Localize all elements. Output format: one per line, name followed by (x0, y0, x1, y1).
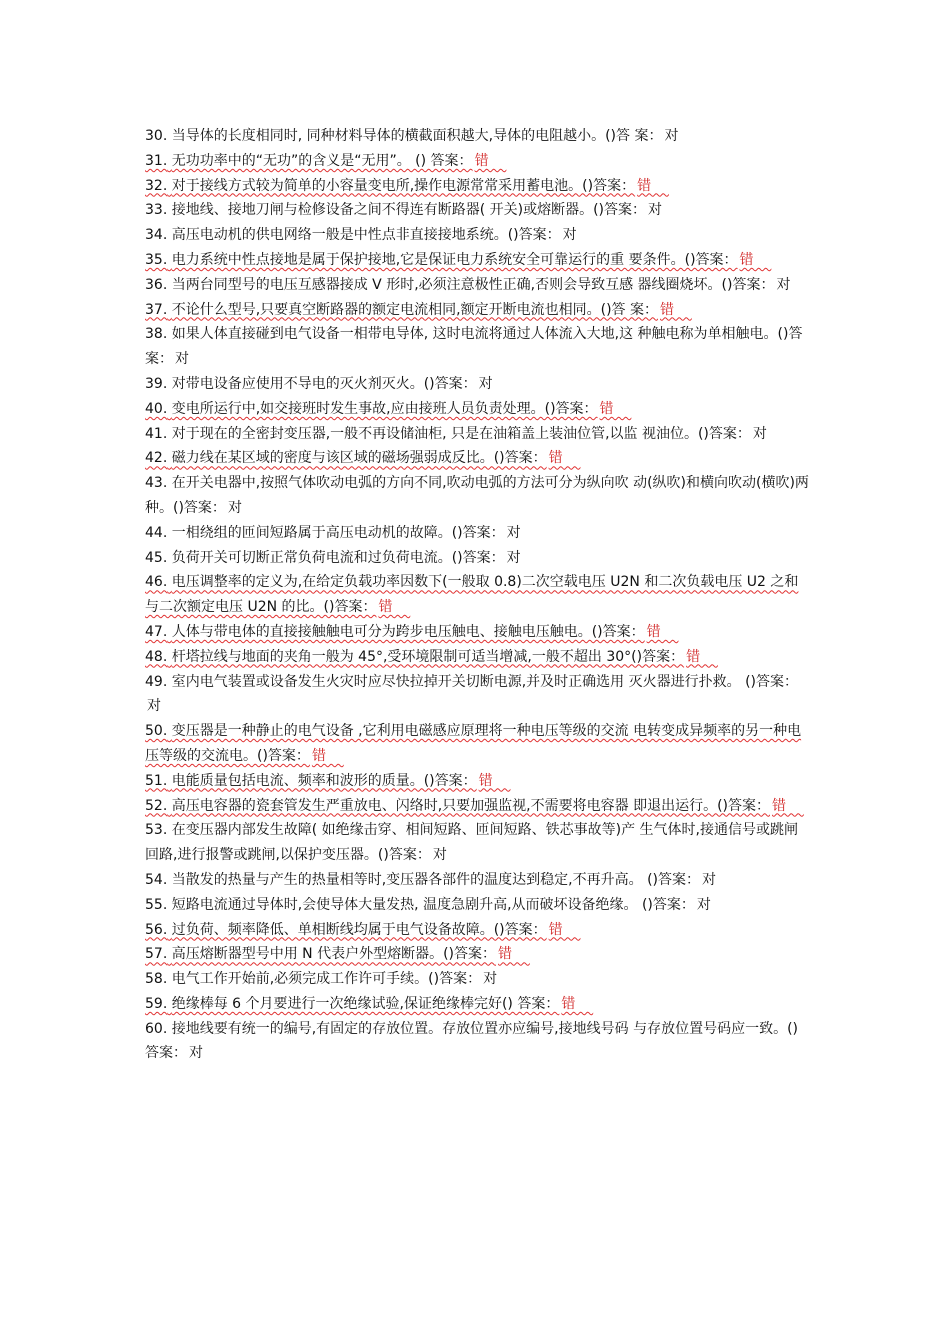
answer-correct-mark: 对 (189, 1045, 203, 1062)
question-item (145, 620, 810, 645)
question-item (145, 446, 810, 471)
question-number: 37. (145, 301, 168, 318)
question-item (145, 248, 810, 273)
question-text (145, 178, 635, 194)
question-number: 44. (145, 524, 168, 541)
question-item (145, 818, 810, 868)
answer-correct-mark: 对 (227, 499, 242, 516)
question-item (145, 645, 810, 670)
question-text (145, 227, 561, 243)
question-statement: 不论什么型号,只要真空断路器的额定电流相同,额定开断电流也相同。()答 案： (171, 301, 658, 318)
question-statement: 负荷开关可切断正常负荷电流和过负荷电流。()答案： (171, 549, 505, 566)
question-text (145, 550, 505, 566)
question-number: 53. (145, 822, 168, 839)
answer-correct-mark: 对 (147, 698, 161, 715)
question-text (145, 897, 695, 913)
question-statement: 过负荷、频率降低、单相断线均属于电气设备故障。()答案： (171, 921, 547, 938)
answer-wrong-mark: 错 (474, 152, 489, 169)
question-statement: 接地线要有统一的编号,有固定的存放位置。存放位置亦应编号,接地线号码 与存放位置号码应一致。() 答案： (145, 1020, 798, 1062)
question-number: 58. (145, 971, 168, 988)
question-number: 50. (145, 723, 168, 740)
question-text (145, 302, 658, 318)
question-number: 48. (145, 648, 168, 665)
question-statement: 当散发的热量与产生的热量相等时,变压器各部件的温度达到稳定,不再升高。 ()答案： (171, 871, 700, 888)
answer-wrong-mark: 错 (548, 921, 563, 938)
question-text (145, 1021, 798, 1062)
question-item (145, 397, 810, 422)
answer-correct-mark: 对 (478, 375, 493, 392)
question-text (145, 401, 598, 417)
question-text (145, 376, 477, 392)
question-statement: 接地线、接地刀闸与检修设备之间不得连有断路器( 开关)或熔断器。()答案： (171, 202, 647, 219)
answer-correct-mark: 对 (696, 896, 711, 913)
question-item (145, 372, 810, 397)
question-number: 51. (145, 772, 168, 789)
question-statement: 在变压器内部发生故障( 如绝缘击穿、相间短路、匝间短路、铁芯事故等)产 生气体时,接通信号或跳闸回路,进行报警或跳闸,以保护变压器。()答案： (145, 822, 798, 864)
question-number: 32. (145, 177, 168, 194)
question-statement: 电压调整率的定义为,在给定负载功率因数下(一般取 0.8)二次空载电压 U2N 和二次负载电压 U2 之和与二次额定电压 U2N 的比。()答案： (145, 574, 799, 616)
answer-wrong-mark: 错 (599, 400, 614, 417)
question-statement: 对于现在的全密封变压器,一般不再设储油柜, 只是在油箱盖上装油位管,以监 视油位。()答案： (171, 425, 751, 442)
question-item (145, 124, 810, 149)
question-item (145, 670, 810, 720)
question-statement: 人体与带电体的直接接触触电可分为跨步电压触电、接触电压触电。()答案： (171, 623, 645, 640)
answer-wrong-mark: 错 (478, 772, 493, 789)
question-number: 49. (145, 673, 168, 690)
question-item (145, 868, 810, 893)
question-statement: 一相绕组的匝间短路属于高压电动机的故障。()答案： (171, 524, 505, 541)
answer-correct-mark: 对 (506, 524, 521, 541)
question-number: 46. (145, 574, 168, 591)
question-text (145, 798, 770, 814)
question-statement: 如果人体直接碰到电气设备一相带电导体, 这时电流将通过人体流入大地,这 种触电称为单相触电。()答案： (145, 326, 803, 368)
question-statement: 高压电动机的供电网络一般是中性点非直接接地系统。()答案： (171, 227, 561, 244)
question-text (145, 525, 505, 541)
question-number: 57. (145, 946, 168, 963)
question-number: 59. (145, 995, 168, 1012)
question-item (145, 149, 810, 174)
answer-wrong-mark: 错 (686, 648, 701, 665)
question-text (145, 773, 477, 789)
question-number: 39. (145, 375, 168, 392)
answer-correct-mark: 对 (702, 871, 716, 888)
question-text (145, 277, 774, 293)
answer-correct-mark: 对 (483, 971, 498, 988)
answer-correct-mark: 对 (648, 202, 663, 219)
question-item (145, 769, 810, 794)
question-item (145, 1017, 810, 1067)
question-statement: 电力系统中性点接地是属于保护接地,它是保证电力系统安全可靠运行的重 要条件。()答案： (171, 251, 738, 268)
question-text (145, 450, 547, 466)
question-item (145, 546, 810, 571)
question-item (145, 198, 810, 223)
question-item (145, 719, 810, 769)
answer-correct-mark: 对 (506, 549, 521, 566)
question-item (145, 893, 810, 918)
question-statement: 磁力线在某区域的密度与该区域的磁场强弱成反比。()答案： (171, 450, 547, 467)
question-text (145, 996, 559, 1012)
question-text (145, 326, 802, 367)
answer-wrong-mark: 错 (378, 599, 393, 616)
question-statement: 绝缘棒每 6 个月要进行一次绝缘试验,保证绝缘棒完好() 答案： (171, 995, 560, 1012)
question-item (145, 794, 810, 819)
answer-wrong-mark: 错 (561, 995, 576, 1012)
question-number: 31. (145, 152, 168, 169)
question-text (145, 128, 662, 144)
answer-correct-mark: 对 (752, 425, 767, 442)
question-number: 47. (145, 623, 168, 640)
question-number: 52. (145, 797, 168, 814)
question-text (145, 946, 496, 962)
answer-wrong-mark: 错 (311, 747, 326, 764)
question-number: 54. (145, 871, 168, 888)
answer-wrong-mark: 错 (772, 797, 786, 814)
question-list (145, 124, 810, 1066)
question-statement: 高压电容器的瓷套管发生严重放电、闪络时,只要加强监视,不需要将电容器 即退出运行。()答案： (171, 797, 770, 814)
answer-correct-mark: 对 (776, 276, 791, 293)
question-statement: 电能质量包括电流、频率和波形的质量。()答案： (171, 772, 477, 789)
question-item (145, 223, 810, 248)
question-statement: 对带电设备应使用不导电的灭火剂灭火。()答案： (171, 375, 477, 392)
question-text (145, 922, 547, 938)
question-statement: 在开关电器中,按照气体吹动电弧的方向不同,吹动电弧的方法可分为纵向吹 动(纵吹)和横向吹动(横吹)两种。()答案： (145, 475, 809, 516)
question-text (145, 674, 798, 690)
question-item (145, 918, 810, 943)
question-number: 36. (145, 276, 168, 293)
question-number: 30. (145, 128, 168, 144)
question-item (145, 521, 810, 546)
question-statement: 变压器是一种静止的电气设备 ,它利用电磁感应原理将一种电压等级的交流 电转变成异频率的另一种电压等级的交流电。()答案： (145, 723, 802, 764)
question-item (145, 570, 810, 620)
question-item (145, 422, 810, 447)
question-statement: 对于接线方式较为简单的小容量变电所,操作电源常常采用蓄电池。()答案： (171, 177, 636, 194)
question-number: 38. (145, 326, 168, 343)
question-statement: 高压熔断器型号中用 N 代表户外型熔断器。()答案： (171, 946, 497, 963)
question-text (145, 971, 481, 987)
question-number: 41. (145, 425, 168, 442)
question-text (145, 624, 645, 640)
question-item (145, 992, 810, 1017)
question-text (145, 872, 700, 888)
question-text (145, 574, 798, 615)
question-text (145, 202, 646, 218)
answer-wrong-mark: 错 (660, 301, 674, 318)
question-number: 60. (145, 1020, 168, 1037)
question-number: 34. (145, 227, 168, 244)
question-text (145, 426, 751, 442)
question-item (145, 273, 810, 298)
question-number: 40. (145, 400, 168, 417)
question-number: 43. (145, 475, 168, 492)
question-statement: 无功功率中的“无功”的含义是“无用”。 () 答案： (171, 152, 473, 169)
question-number: 35. (145, 251, 168, 268)
question-text (145, 723, 801, 764)
answer-wrong-mark: 错 (548, 450, 563, 467)
question-item (145, 174, 810, 199)
question-item (145, 322, 810, 372)
answer-correct-mark: 对 (562, 227, 577, 244)
question-item (145, 967, 810, 992)
question-item (145, 942, 810, 967)
question-number: 33. (145, 202, 168, 219)
question-statement: 变电所运行中,如交接班时发生事故,应由接班人员负责处理。()答案： (171, 400, 598, 417)
question-text (145, 252, 738, 268)
question-statement: 当导体的长度相同时, 同种材料导体的横截面积越大,导体的电阻越小。()答 案： (171, 128, 663, 144)
question-item (145, 471, 810, 521)
question-number: 55. (145, 896, 168, 913)
question-statement: 电气工作开始前,必须完成工作许可手续。()答案： (171, 971, 482, 988)
question-statement: 当两台同型号的电压互感器接成 V 形时,必须注意极性正确,否则会导致互感 器线圈烧坏。()答案： (171, 276, 775, 293)
question-text (145, 649, 684, 665)
question-text (145, 475, 809, 516)
question-statement: 杆塔拉线与地面的夹角一般为 45°,受环境限制可适当增减,一般不超出 30°()答案： (171, 648, 685, 665)
question-text (145, 822, 798, 863)
answer-wrong-mark: 错 (646, 623, 661, 640)
question-number: 56. (145, 921, 168, 938)
question-item (145, 298, 810, 323)
question-number: 45. (145, 549, 168, 566)
question-text (145, 153, 473, 169)
answer-correct-mark: 对 (175, 351, 189, 368)
answer-wrong-mark: 错 (739, 251, 754, 268)
answer-correct-mark: 对 (432, 847, 447, 864)
question-statement: 短路电流通过导体时,会使导体大量发热, 温度急剧升高,从而破坏设备绝缘。 ()答案： (171, 896, 695, 913)
answer-wrong-mark: 错 (637, 177, 652, 194)
answer-correct-mark: 对 (664, 128, 679, 144)
answer-wrong-mark: 错 (498, 946, 513, 963)
question-number: 42. (145, 450, 168, 467)
question-statement: 室内电气装置或设备发生火灾时应尽快拉掉开关切断电源,并及时正确选用 灭火器进行扑救。 ()答案： (171, 673, 798, 690)
